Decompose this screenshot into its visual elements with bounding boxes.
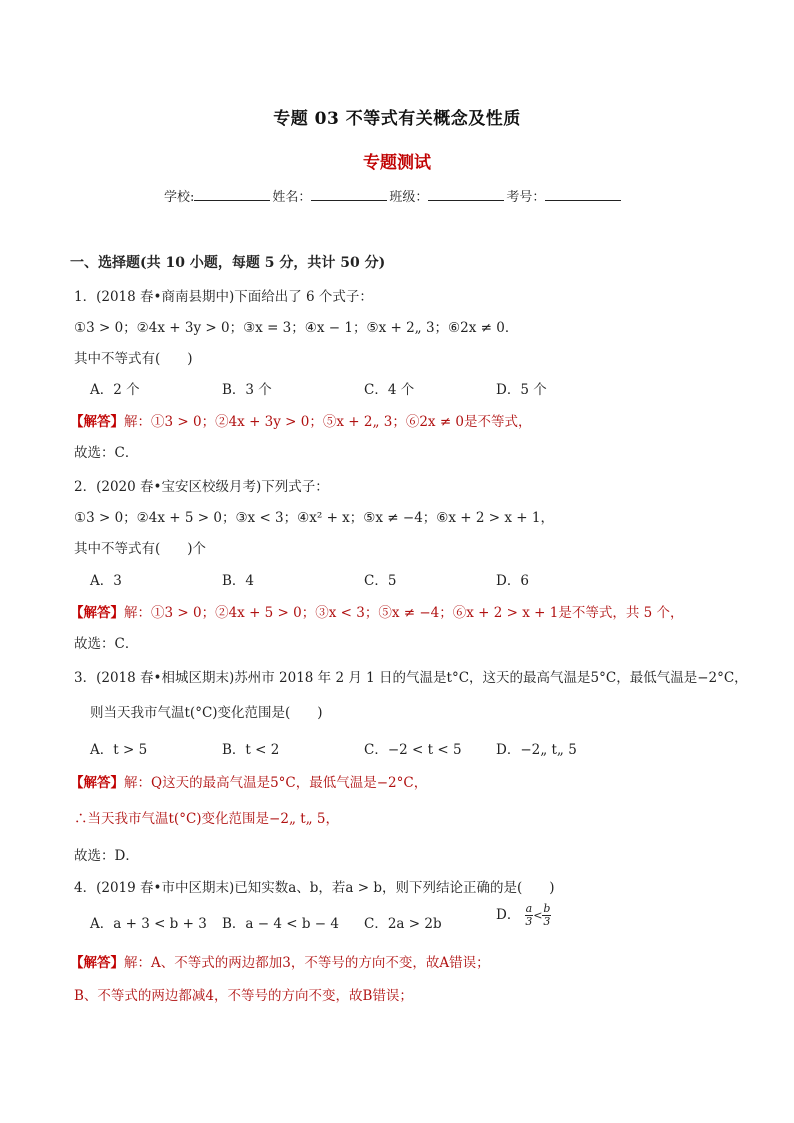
q2-option-c: C．5: [364, 573, 397, 589]
q1-option-c: C．4 个: [364, 382, 415, 398]
frac-operator: <: [533, 909, 543, 922]
q4-option-d: [496, 903, 551, 928]
q1-option-d: D．5 个: [496, 382, 547, 398]
q2-choice: 故选：C．: [74, 636, 139, 652]
q2-option-b: B．4: [222, 573, 255, 589]
q4-answer-text: 解：A、不等式的两边都加3，不等号的方向不变，故A错误；: [124, 955, 490, 971]
school-label: 学校:: [164, 190, 195, 205]
q3-choice: 故选：D．: [74, 848, 139, 864]
q3-option-a: A．t > 5: [90, 742, 148, 758]
name-blank: [311, 188, 387, 201]
q4-answer-tag: 【解答】: [70, 955, 124, 971]
q4-option-d-label: D．: [496, 907, 521, 923]
number-label: 考号：: [506, 190, 546, 205]
student-info-line: [164, 186, 623, 205]
q2-stem: 2．(2020 春•宝安区校级月考)下列式子：: [74, 479, 329, 495]
frac-a-numerator: a: [525, 902, 533, 915]
q2-answer-tag: 【解答】: [70, 605, 124, 621]
q4-answer-line2: B、不等式的两边都减4，不等号的方向不变，故B错误；: [74, 988, 413, 1004]
q4-option-c: C．2a > 2b: [364, 916, 442, 932]
q4-option-d-frac-a: [525, 903, 534, 928]
q1-answer-tag: 【解答】: [70, 414, 124, 430]
q4-option-d-frac-b: [542, 903, 551, 928]
number-blank: [545, 188, 621, 201]
q2-option-a: A．3: [90, 573, 122, 589]
q1-option-b: B．3 个: [222, 382, 272, 398]
q2-answer: [70, 601, 684, 621]
page-title: 专题 03 不等式有关概念及性质: [273, 109, 521, 129]
q2-answer-text: 解：①3 > 0；②4x + 5 > 0；③x < 3；⑤x ≠ −4；⑥x + 2 > x + 1是不等式，共 5 个，: [124, 605, 684, 621]
q4-option-b: B．a − 4 < b − 4: [222, 916, 339, 932]
q1-answer: [70, 410, 532, 430]
q3-answer-line2: ∴当天我市气温t(°C)变化范围是−2„ t„ 5，: [74, 811, 340, 827]
q3-ask: 则当天我市气温t(°C)变化范围是( ): [90, 705, 323, 721]
page-subtitle: 专题测试: [363, 153, 431, 173]
q3-option-b: B．t < 2: [222, 742, 280, 758]
q4-stem: 4．(2019 春•市中区期末)已知实数a、b，若a > b，则下列结论正确的是( ): [74, 880, 555, 896]
name-label: 姓名：: [272, 190, 312, 205]
frac-a-denominator: 3: [525, 915, 533, 928]
class-label: 班级：: [389, 190, 429, 205]
q3-answer: [70, 771, 427, 791]
section-heading: 一、选择题(共 10 小题，每题 5 分，共计 50 分): [70, 255, 386, 271]
q2-ask: 其中不等式有( )个: [74, 541, 207, 557]
class-blank: [428, 188, 504, 201]
q3-option-c: C．−2 < t < 5: [364, 742, 462, 758]
q1-expressions: ①3 > 0；②4x + 3y > 0；③x = 3；④x − 1；⑤x + 2„ 3；⑥2x ≠ 0．: [74, 320, 519, 336]
q2-option-d: D．6: [496, 573, 529, 589]
q3-option-d: D．−2„ t„ 5: [496, 742, 577, 758]
q2-expressions: ①3 > 0；②4x + 5 > 0；③x < 3；④x² + x；⑤x ≠ −4；⑥x + 2 > x + 1，: [74, 510, 554, 526]
q1-stem: 1．(2018 春•商南县期中)下面给出了 6 个式子：: [74, 289, 373, 305]
q1-option-a: A．2 个: [90, 382, 140, 398]
q1-ask: 其中不等式有( ): [74, 351, 193, 367]
q1-answer-text: 解：①3 > 0；②4x + 3y > 0；⑤x + 2„ 3；⑥2x ≠ 0是不等式，: [124, 414, 532, 430]
q1-choice: 故选：C．: [74, 445, 139, 461]
school-blank: [194, 188, 270, 201]
frac-b-numerator: b: [543, 902, 551, 915]
q3-answer-tag: 【解答】: [70, 775, 124, 791]
q3-stem: 3．(2018 春•相城区期末)苏州市 2018 年 2 月 1 日的气温是t°C，这天的最高气温是5°C，最低气温是−2°C，: [74, 670, 748, 686]
q4-answer: [70, 951, 490, 971]
q3-answer-text: 解：Q这天的最高气温是5°C，最低气温是−2°C，: [124, 775, 428, 791]
frac-b-denominator: 3: [543, 915, 551, 928]
q4-option-a: A．a + 3 < b + 3: [90, 916, 207, 932]
